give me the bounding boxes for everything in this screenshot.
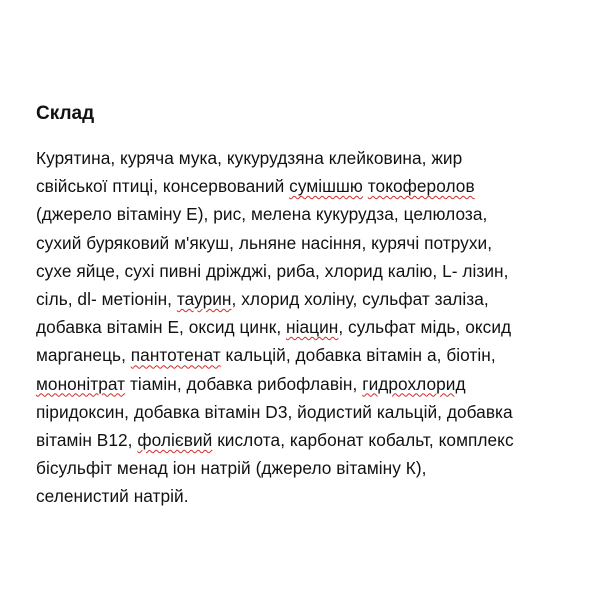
ingredients-line [36,482,592,510]
spellcheck-flagged-word: мононітрат [36,373,126,394]
ingredients-text-fragment: свійської птиці, консервований [36,176,290,197]
ingredients-line [36,426,592,454]
ingredients-text-fragment: тіамін, добавка рибофлавін, [125,373,363,394]
ingredients-text-fragment: кальцій, добавка вітамін а, біотін, [220,345,496,366]
spellcheck-flagged-word: фолієвий [137,430,213,451]
ingredients-text-fragment: (джерело вітаміну Е), рис, мелена кукурудза, целюлоза, [36,204,488,225]
ingredients-line [36,229,592,257]
ingredients-text-fragment: вітамін В12, [36,430,138,451]
ingredients-text [36,144,596,511]
ingredients-text-fragment: сухе яйце, сухі пивні дріжджі, риба, хлорид калію, L- лізин, [36,260,509,281]
ingredients-text-fragment: , сульфат мідь, оксид [338,317,512,338]
ingredients-text-fragment: піридоксин, добавка вітамін D3, йодистий кальцій, добавка [36,401,513,422]
spellcheck-flagged-word: сумішшю [289,176,363,197]
spellcheck-flagged-word: ніацин [286,317,339,338]
ingredients-line [36,172,592,200]
ingredients-text-fragment: сіль, dl- метіонін, [36,289,177,310]
ingredients-line [36,341,592,369]
ingredients-heading: Склад [36,103,95,124]
ingredients-text-fragment: , хлорид холіну, сульфат заліза, [231,289,489,310]
ingredients-line [36,398,592,426]
ingredients-line [36,313,592,341]
ingredients-text-fragment: добавка вітамін Е, оксид цинк, [36,317,287,338]
ingredients-text-fragment: бісульфіт менад іон натрій (джерело вітаміну К), [36,458,427,479]
ingredients-text-fragment: кислота, карбонат кобальт, комплекс [212,430,514,451]
spellcheck-flagged-word: гидрохлорид [362,373,466,394]
ingredients-line [36,454,592,482]
ingredients-text-fragment: сухий буряковий м'якуш, льняне насіння, курячі потрухи, [36,232,493,253]
spellcheck-flagged-word: токоферолов [367,176,475,197]
ingredients-text-fragment: Курятина, куряча мука, кукурудзяна клейковина, жир [36,148,463,168]
ingredients-line [36,144,592,172]
ingredients-line [36,370,592,398]
ingredients-line [36,257,592,285]
ingredients-line [36,200,592,228]
ingredients-text-fragment: селенистий натрій. [36,486,189,507]
spellcheck-flagged-word: пантотенат [130,345,221,366]
ingredients-line [36,285,592,313]
spellcheck-flagged-word: таурин [176,289,232,310]
ingredients-text-fragment: марганець, [36,345,131,366]
